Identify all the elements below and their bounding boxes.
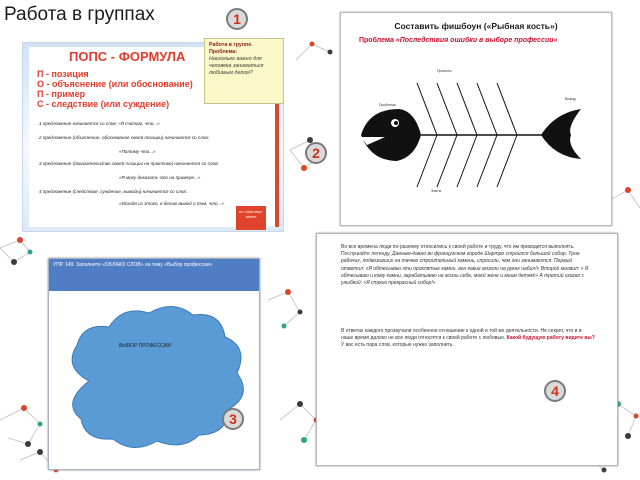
paragraph-2-end: У вас есть пара слов, которые нужно заполнить. [341, 342, 454, 349]
sticky-note [204, 38, 284, 104]
note-problem-label: Проблема: [209, 49, 238, 55]
cloud-center-text: ВЫБОР ПРОФЕССИИ [119, 343, 171, 349]
word-cloud-card[interactable] [48, 258, 260, 470]
badge-1: 1 [226, 8, 248, 30]
pops-step-4: 4 предложение (следствие, суждение, выводы) начинается со слов: [39, 189, 188, 194]
legend-text-card[interactable] [316, 233, 618, 466]
pops-step-2-phrase: «Потому что...» [119, 149, 156, 154]
note-title: Работа в группе. [209, 42, 253, 48]
pops-line-explanation: О - объяснение (или обоснование) [37, 79, 193, 89]
cloud-shape [49, 291, 260, 470]
red-tag: по «Ластику» газете [236, 206, 266, 230]
badge-3: 3 [222, 408, 244, 430]
paragraph-1-intro: Во все времена люди по-разному относились к своей работе и труду, что им приходится выполнять. Послушайте легенду. [341, 244, 575, 258]
pops-line-example: П - пример [37, 89, 86, 99]
paragraph-1 [341, 244, 595, 287]
fishbone-title: Составить фишбоун («Рыбная кость») [394, 21, 558, 31]
fishbone-problem [359, 37, 557, 44]
pops-line-position: П - позиция [37, 69, 89, 79]
pops-step-3-phrase: «Я могу доказать это на примере...» [119, 175, 201, 180]
badge-4: 4 [544, 380, 566, 402]
paragraph-2 [341, 328, 595, 350]
label-causes: Причины [437, 69, 452, 73]
exercise-header: УПР. 149. Заполните «ОБЛАКО СЛОВ» на тему «Выбор профессии» [49, 259, 259, 291]
paragraph-1-legend: Давным-давно во французском городе Шартре строился большой собор. Трое рабочих, подвозивших на тачках строительный камень, спросили, чем они занимаются. Первый ответил: «Я обтесываю эти проклятые камни, вон какие мозоли на руках набил!» Второй молвил: « Я обтесываю и кому камни, зарабатываю на жизнь себе, моей жене и моим детям!» А третий сказал с улыбкой: «Я строю прекрасный собор!» [341, 251, 589, 287]
pops-step-2: 2 предложение (объяснение, обоснование своей позиции) начинается со слов: [39, 135, 209, 140]
label-facts: Факты [431, 189, 442, 193]
pops-step-1: 1 предложение начинается со слов: «Я считаю, что...» [39, 121, 160, 126]
pops-step-3: 3 предложение (доказательство своей позиции на практике) начинается со слов: [39, 161, 219, 166]
note-question: Насколько важно для человека заниматься любимым делом? [209, 56, 264, 76]
slide-title: Работа в группах [4, 4, 155, 25]
paragraph-2-question: Какой будущую работу видите вы? [506, 335, 595, 342]
problem-label: Проблема [359, 37, 394, 44]
fishbone-diagram [341, 53, 612, 226]
paragraph-2-text: В ответах каждого прозвучали особенное отношение к одной и той же деятельности. Не секрет, что и в наше время далеко не все люди относятся к своей работе с любовью. [341, 328, 582, 342]
badge-2: 2 [305, 142, 327, 164]
problem-text: «Последствия ошибки в выборе профессии» [395, 37, 558, 44]
fishbone-card[interactable] [340, 12, 612, 226]
label-problem: Проблема [379, 103, 396, 107]
label-conclusion: Вывод [565, 97, 576, 101]
pops-step-4-phrase: «Исходя из этого, я делаю вывод о том, что...» [119, 201, 224, 206]
pops-heading: ПОПС - ФОРМУЛА [69, 49, 186, 64]
pops-line-consequence: С - следствие (или суждение) [37, 99, 170, 109]
